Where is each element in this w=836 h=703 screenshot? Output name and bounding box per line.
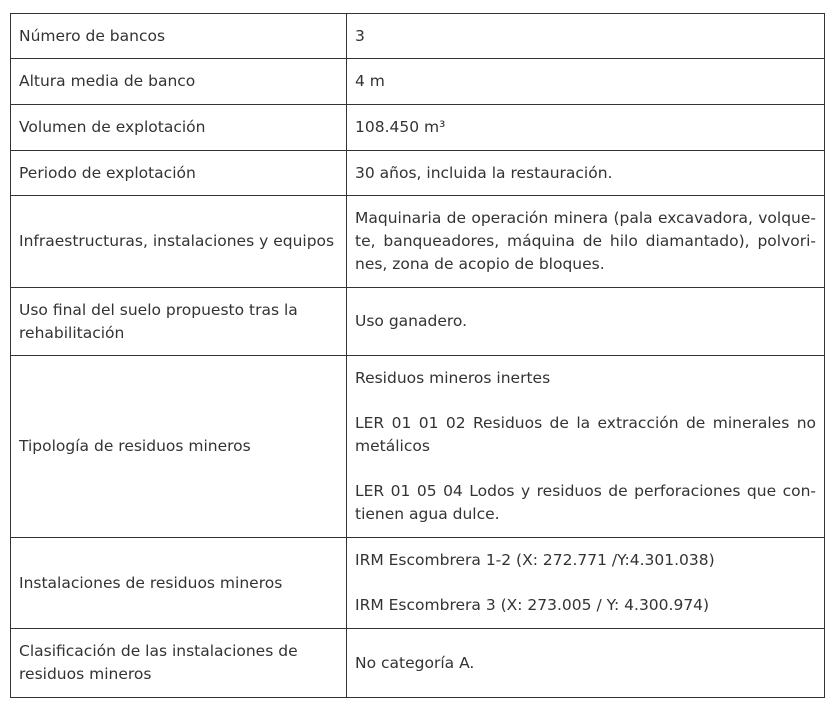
row-value — [347, 629, 825, 698]
row-value-text: Residuos mineros inertes — [355, 369, 551, 387]
table-row — [11, 538, 825, 629]
table-row — [11, 105, 825, 151]
row-value-text: 30 años, incluida la restauración. — [355, 163, 613, 182]
row-value-text: IRM Escombrera 3 (X: 273.005 / Y: 4.300.974) — [355, 596, 710, 614]
table-row — [11, 629, 825, 698]
row-label: Altura media de banco — [11, 59, 347, 105]
row-value — [347, 538, 825, 629]
row-label: Tipología de residuos mineros — [11, 356, 347, 538]
row-label: Número de bancos — [11, 14, 347, 59]
table-row — [11, 151, 825, 196]
row-value-text: Uso ganadero. — [355, 312, 468, 330]
data-table — [10, 13, 825, 698]
table-row — [11, 356, 825, 538]
row-value-text: 3 — [355, 26, 365, 45]
row-value-text: IRM Escombrera 1-2 (X: 272.771 /Y:4.301.038) — [355, 551, 715, 569]
row-value-text: 4 m — [355, 72, 385, 90]
row-value-text: 108.450 m³ — [355, 118, 446, 136]
row-label: Instalaciones de residuos mineros — [11, 538, 347, 629]
row-value-text: Maquinaria de operación minera (pala excavadora, volque-te, banqueadores, máquina de hilo diamantado), polvori-nes, zona de acopio de bloques. — [355, 209, 816, 273]
row-value — [347, 356, 825, 538]
table-row — [11, 288, 825, 356]
row-value — [347, 196, 825, 288]
row-label: Uso final del suelo propuesto tras la rehabilitación — [11, 288, 347, 356]
row-value — [347, 14, 825, 59]
table-row — [11, 59, 825, 105]
table-row — [11, 196, 825, 288]
row-value — [347, 105, 825, 151]
row-value-text: LER 01 05 04 Lodos y residuos de perforaciones que con-tienen agua dulce. — [355, 482, 816, 523]
row-label: Infraestructuras, instalaciones y equipos — [11, 196, 347, 288]
table-row — [11, 14, 825, 59]
row-value-text: LER 01 01 02 Residuos de la extracción de minerales no metálicos — [355, 414, 816, 455]
row-label: Clasificación de las instalaciones de residuos mineros — [11, 629, 347, 698]
row-label: Volumen de explotación — [11, 105, 347, 151]
row-label: Periodo de explotación — [11, 151, 347, 196]
row-value-text: No categoría A. — [355, 653, 475, 672]
row-value — [347, 288, 825, 356]
row-value — [347, 59, 825, 105]
row-value — [347, 151, 825, 196]
